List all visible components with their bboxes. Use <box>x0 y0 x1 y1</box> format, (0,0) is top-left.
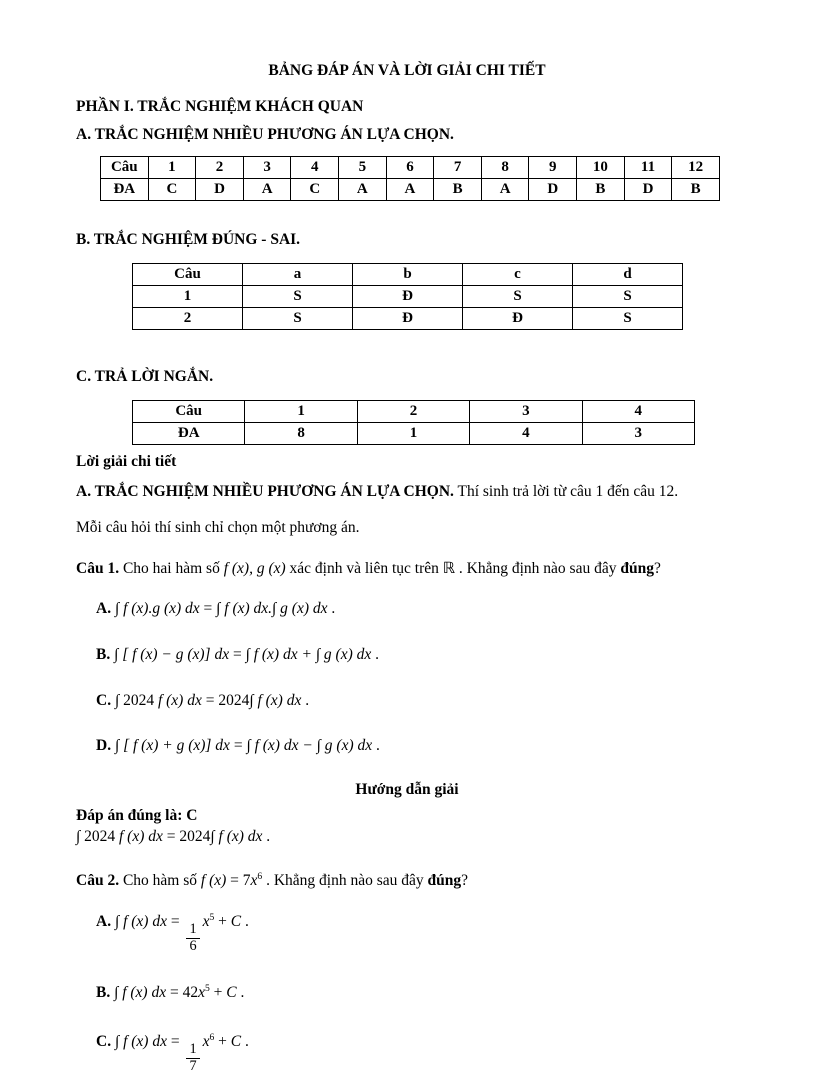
multiple-choice-answer-table <box>100 156 720 201</box>
table-cell: 8 <box>245 423 357 445</box>
text-run: đúng <box>620 559 654 577</box>
text-run: 2024 <box>123 691 155 709</box>
question-1-option-b <box>76 644 738 666</box>
fraction: $\frac{1}{6}$ <box>186 922 199 954</box>
text-run: = 7 <box>226 872 251 890</box>
text-run: ∫ f (x) dx − ∫ g (x) dx <box>246 737 373 755</box>
text-run: = <box>199 600 217 618</box>
table-row <box>133 264 683 286</box>
text-run: D. <box>96 737 115 755</box>
table-cell: A <box>339 179 387 201</box>
text-run: . <box>371 646 380 664</box>
table-cell: 5 <box>339 157 387 179</box>
page-title: BẢNG ĐÁP ÁN VÀ LỜI GIẢI CHI TIẾT <box>268 62 546 79</box>
text-run: ∫ f (x) dx.∫ g (x) dx <box>216 600 328 618</box>
text-run: f (x) dx <box>115 828 163 846</box>
table-cell: 1 <box>357 423 469 445</box>
text-run: = <box>229 646 246 664</box>
table-cell: 3 <box>243 157 291 179</box>
text-run: Thí sinh trả lời từ câu 1 đến câu 12. <box>453 483 679 500</box>
table-cell: ĐA <box>133 423 245 445</box>
text-run: xác định và liên tục trên ℝ . Khẳng định nào sau đây <box>285 559 621 577</box>
table-row <box>101 179 720 201</box>
text-run: = 2024 <box>201 691 250 709</box>
text-run: = <box>166 1032 184 1050</box>
text-run: + <box>214 1032 231 1050</box>
table-cell: b <box>353 264 463 286</box>
question-2-stem <box>76 870 738 892</box>
text-run: x <box>198 983 205 1001</box>
question-2-option-b <box>76 982 738 1004</box>
text-run: Cho hàm số <box>119 872 201 890</box>
section-a-intro-line2 <box>76 517 738 539</box>
table-cell: A <box>243 179 291 201</box>
text-run: B. <box>96 983 115 1001</box>
text-run: = 42 <box>166 983 199 1001</box>
text-run: Mỗi câu hỏi thí sinh chỉ chọn một phương án. <box>76 519 360 537</box>
table-cell: D <box>529 179 577 201</box>
question-2-option-c <box>76 1031 738 1075</box>
text-run: C <box>230 912 242 930</box>
text-run: ∫ [ f (x) − g (x)] dx <box>114 646 230 664</box>
section-a-heading: A. TRẮC NGHIỆM NHIỀU PHƯƠNG ÁN LỰA CHỌN. <box>76 126 454 143</box>
text-run: . <box>372 737 380 755</box>
table-cell: Đ <box>353 286 463 308</box>
table-row <box>133 286 683 308</box>
table-cell: D <box>624 179 672 201</box>
superscript: 5 <box>205 982 210 994</box>
text-run: x <box>250 872 258 890</box>
text-run: ∫ <box>114 691 124 709</box>
table-cell: 1 <box>133 286 243 308</box>
text-run: f (x) <box>200 872 227 890</box>
table-row <box>133 401 695 423</box>
table-cell: 4 <box>291 157 339 179</box>
part1-heading: PHẦN I. TRẮC NGHIỆM KHÁCH QUAN <box>76 98 364 115</box>
text-run: . <box>241 1032 249 1050</box>
text-run: ∫ f (x) dx <box>114 912 167 930</box>
table-cell: ĐA <box>101 179 149 201</box>
text-run: . <box>236 983 245 1001</box>
text-run: Câu 2. <box>76 872 120 890</box>
question-1-option-c <box>76 690 738 712</box>
table-cell: c <box>463 264 573 286</box>
table-row <box>133 423 695 445</box>
table-cell: 1 <box>148 157 196 179</box>
text-run: C <box>226 983 237 1001</box>
text-run: ∫ <box>76 828 85 846</box>
text-run: + <box>209 983 227 1001</box>
text-run: . Khẳng định nào sau đây <box>262 872 428 890</box>
table-cell: 8 <box>481 157 529 179</box>
fraction: $\frac{1}{7}$ <box>186 1042 199 1074</box>
table-cell: B <box>434 179 482 201</box>
table-cell: 4 <box>582 401 694 423</box>
table-cell: 12 <box>672 157 720 179</box>
table-cell: B <box>577 179 625 201</box>
question-1-option-d <box>76 735 738 757</box>
table-cell: S <box>463 286 573 308</box>
text-run: ? <box>653 559 661 577</box>
text-run: x <box>202 1032 210 1050</box>
question-1-answer-line: Đáp án đúng là: C <box>76 807 198 825</box>
text-run: A. <box>96 912 115 930</box>
table-cell: B <box>672 179 720 201</box>
text-run: ∫ f (x) dx + ∫ g (x) dx <box>245 646 372 664</box>
section-c-heading: C. TRẢ LỜI NGẮN. <box>76 368 214 385</box>
table-cell: C <box>148 179 196 201</box>
text-run: đúng <box>427 872 462 890</box>
table-cell: 2 <box>196 157 244 179</box>
true-false-answer-table <box>132 263 683 330</box>
question-1-stem <box>76 558 738 580</box>
table-cell: Câu <box>101 157 149 179</box>
table-cell: Câu <box>133 264 243 286</box>
table-cell: d <box>573 264 683 286</box>
table-cell: 4 <box>470 423 582 445</box>
table-cell: 2 <box>133 308 243 330</box>
superscript: 5 <box>209 911 215 923</box>
table-cell: D <box>196 179 244 201</box>
question-2-option-a <box>76 911 738 955</box>
text-run: ∫ f (x) dx <box>114 983 167 1001</box>
text-run: ∫ f (x).g (x) dx <box>114 600 200 618</box>
superscript: 6 <box>209 1031 215 1043</box>
table-cell: S <box>573 308 683 330</box>
text-run: f (x) dx <box>154 691 202 709</box>
short-answer-table <box>132 400 695 445</box>
question-1-work-line <box>76 828 738 846</box>
text-run: Cho hai hàm số <box>119 559 224 577</box>
table-cell: S <box>243 308 353 330</box>
text-run: 2024 <box>84 828 116 846</box>
table-cell: 11 <box>624 157 672 179</box>
table-cell: 7 <box>434 157 482 179</box>
table-row <box>133 308 683 330</box>
text-run: . <box>241 912 249 930</box>
table-cell: A <box>386 179 434 201</box>
superscript: 6 <box>257 871 263 882</box>
table-cell: Đ <box>463 308 573 330</box>
text-run: + <box>214 912 231 930</box>
text-run: C. <box>96 1032 115 1050</box>
text-run: A. TRẮC NGHIỆM NHIỀU PHƯƠNG ÁN LỰA CHỌN. <box>76 483 454 500</box>
text-run: = <box>229 737 247 755</box>
text-run: . <box>262 828 271 846</box>
table-cell: 3 <box>582 423 694 445</box>
text-run: = 2024 <box>162 828 211 846</box>
table-cell: A <box>481 179 529 201</box>
text-run: B. <box>96 646 115 664</box>
question-1-guide-heading: Hướng dẫn giải <box>355 781 459 799</box>
table-cell: 2 <box>357 401 469 423</box>
text-run: C <box>230 1032 242 1050</box>
table-cell: S <box>243 286 353 308</box>
text-run: . <box>301 691 310 709</box>
table-cell: S <box>573 286 683 308</box>
solutions-heading: Lời giải chi tiết <box>76 453 177 470</box>
text-run: ∫ f (x) dx <box>210 828 263 846</box>
text-run: f (x), g (x) <box>223 559 286 577</box>
table-cell: Câu <box>133 401 245 423</box>
table-cell: 10 <box>577 157 625 179</box>
text-run: x <box>202 912 210 930</box>
text-run: . <box>327 600 336 618</box>
table-cell: Đ <box>353 308 463 330</box>
text-run: = <box>166 912 184 930</box>
table-cell: 3 <box>470 401 582 423</box>
text-run: A. <box>96 600 115 618</box>
table-cell: 1 <box>245 401 357 423</box>
table-cell: a <box>243 264 353 286</box>
section-a-intro-line1 <box>76 481 738 503</box>
text-run: Câu 1. <box>76 559 120 577</box>
text-run: ∫ f (x) dx <box>249 691 302 709</box>
text-run: ∫ f (x) dx <box>114 1032 167 1050</box>
table-cell: 6 <box>386 157 434 179</box>
section-b-heading: B. TRẮC NGHIỆM ĐÚNG - SAI. <box>76 231 301 248</box>
question-1-option-a <box>76 598 738 620</box>
text-run: ∫ [ f (x) + g (x)] dx <box>114 737 230 755</box>
text-run: ? <box>461 872 469 890</box>
text-run: C. <box>96 691 115 709</box>
table-cell: 9 <box>529 157 577 179</box>
table-row <box>101 157 720 179</box>
table-cell: C <box>291 179 339 201</box>
